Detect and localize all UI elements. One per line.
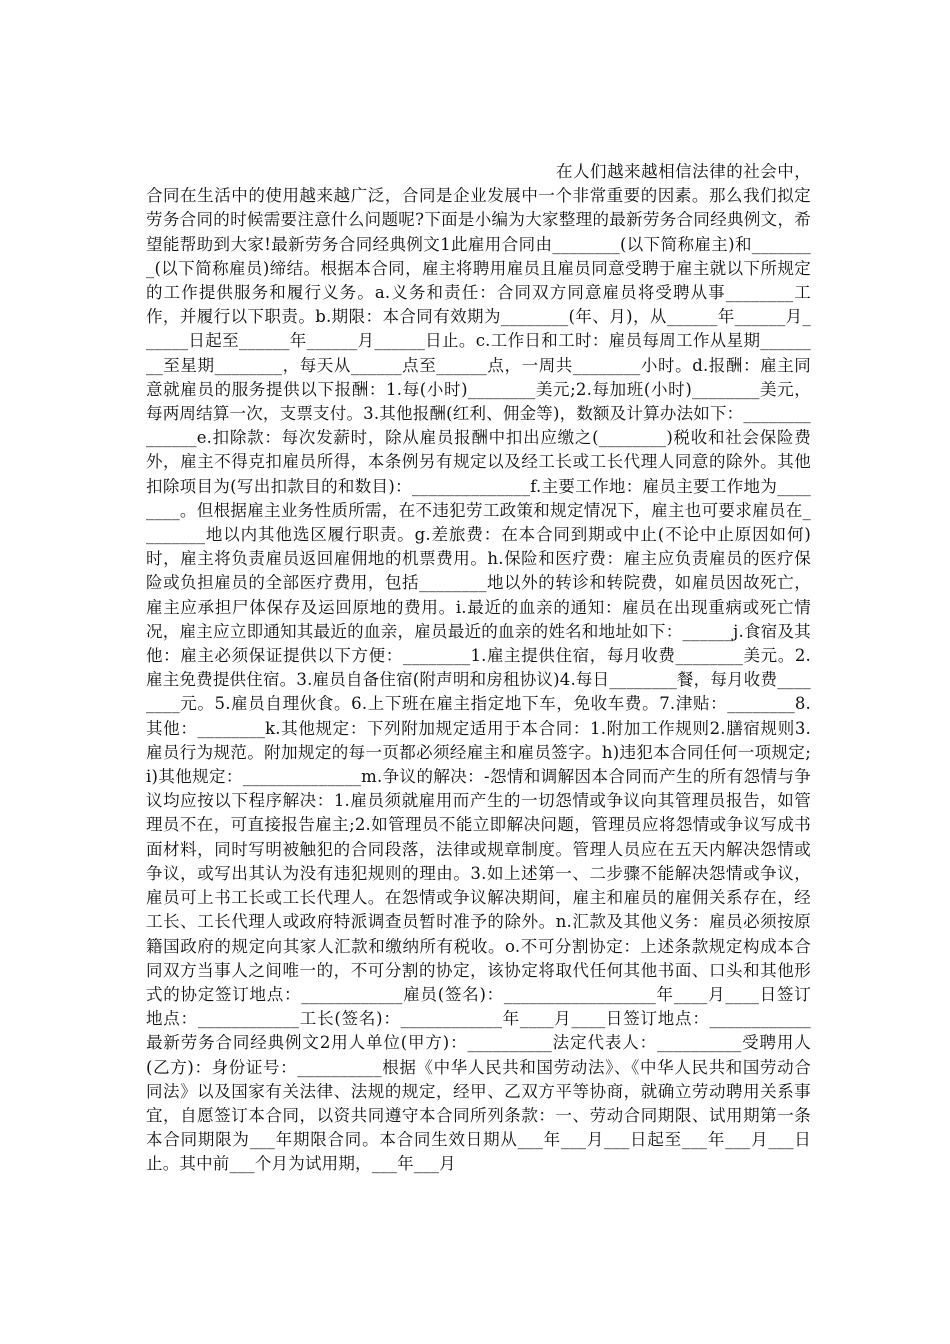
document-body-text: 在人们越来越相信法律的社会中，合同在生活中的使用越来越广泛，合同是企业发展中一个非常重要的因素。那么我们拟定劳务合同的时候需要注意什么问题呢?下面是小编为大家整理的最新劳务合同经典例文，希望能帮助到大家!最新劳务合同经典例文1此雇用合同由________(以下简称雇主)和________(以下简称雇员)缔结。根据本合同，雇主将聘用雇员且雇员同意受聘于雇主就以下所规定的工作提供服务和履行义务。a.义务和责任：合同双方同意雇员将受聘从事________工作，并履行以下职责。b.期限：本合同有效期为________(年、月)，从______年______月______日起至______年______月______日止。c.工作日和工时：雇员每周工作从星期________至星期________，每天从______点至______点，一周共________小时。d.报酬：雇主同意就雇员的服务提供以下报酬：1.每(小时)________美元;2.每加班(小时)________美元，每两周结算一次，支票支付。3.其他报酬(红利、佣金等)，数额及计算办法如下：______________e.扣除款：每次发薪时，除从雇员报酬中扣出应缴之(________)税收和社会保险费外，雇主不得克扣雇员所得，本条例另有规定以及经工长或工长代理人同意的除外。其他扣除项目为(写出扣款目的和数目)：______________f.主要工作地：雇员主要工作地为________。但根据雇主业务性质所需，在不违犯劳工政策和规定情况下，雇主也可要求雇员在________地以内其他选区履行职责。g.差旅费：在本合同到期或中止(不论中止原因如何)时，雇主将负责雇员返回雇佣地的机票费用。h.保险和医疗费：雇主应负责雇员的医疗保险或负担雇员的全部医疗费用，包括________地以外的转诊和转院费，如雇员因故死亡，雇主应承担尸体保存及运回原地的费用。i.最近的血亲的通知：雇员在出现重病或死亡情况，雇主应立即通知其最近的血亲，雇员最近的血亲的姓名和地址如下：______j.食宿及其他：雇主必须保证提供以下方便：________1.雇主提供住宿，每月收费________美元。2.雇主免费提供住宿。3.雇员自备住宿(附声明和房租协议)4.每日________餐，每月收费________元。5.雇员自理伙食。6.上下班在雇主指定地下车，免收车费。7.津贴：________8.其他：________k.其他规定：下列附加规定适用于本合同：1.附加工作规则2.膳宿规则3.雇员行为规范。附加规定的每一页都必须经雇主和雇员签字。h)违犯本合同任何一项规定;i)其他规定：______________m.争议的解决：-怨情和调解因本合同而产生的所有怨情与争议均应按以下程序解决：1.雇员须就雇用而产生的一切怨情或争议向其管理员报告，如管理员不在，可直接报告雇主;2.如管理员不能立即解决问题，管理员应将怨情或争议写成书面材料，同时写明被触犯的合同段落，法律或规章制度。管理人员应在五天内解决怨情或争议，或写出其认为没有违犯规则的理由。3.如上述第一、二步骤不能解决怨情或争议，雇员可上书工长或工长代理人。在怨情或争议解决期间，雇主和雇员的雇佣关系存在，经工长、工长代理人或政府特派调查员暂时准予的除外。n.汇款及其他义务：雇员必须按原籍国政府的规定向其家人汇款和缴纳所有税收。o.不可分割协定：上述条款规定构成本合同双方当事人之间唯一的，不可分割的协定，该协定将取代任何其他书面、口头和其他形式的协定签订地点：____________雇员(签名)：__________________年____月____日签订地点：____________工长(签名)：____________年____月____日签订地点：____________最新劳务合同经典例文2用人单位(甲方)：__________法定代表人：__________受聘用人(乙方)：身份证号：__________根据《中华人民共和国劳动法》、《中华人民共和国劳动合同法》以及国家有关法律、法规的规定，经甲、乙双方平等协商，就确立劳动聘用关系事宜，自愿签订本合同，以资共同遵守本合同所列条款：一、劳动合同期限、试用期第一条本合同期限为___年期限合同。本合同生效日期从___年___月___日起至___年___月___日止。其中前___个月为试用期，___年___月 <box>146 162 811 1174</box>
